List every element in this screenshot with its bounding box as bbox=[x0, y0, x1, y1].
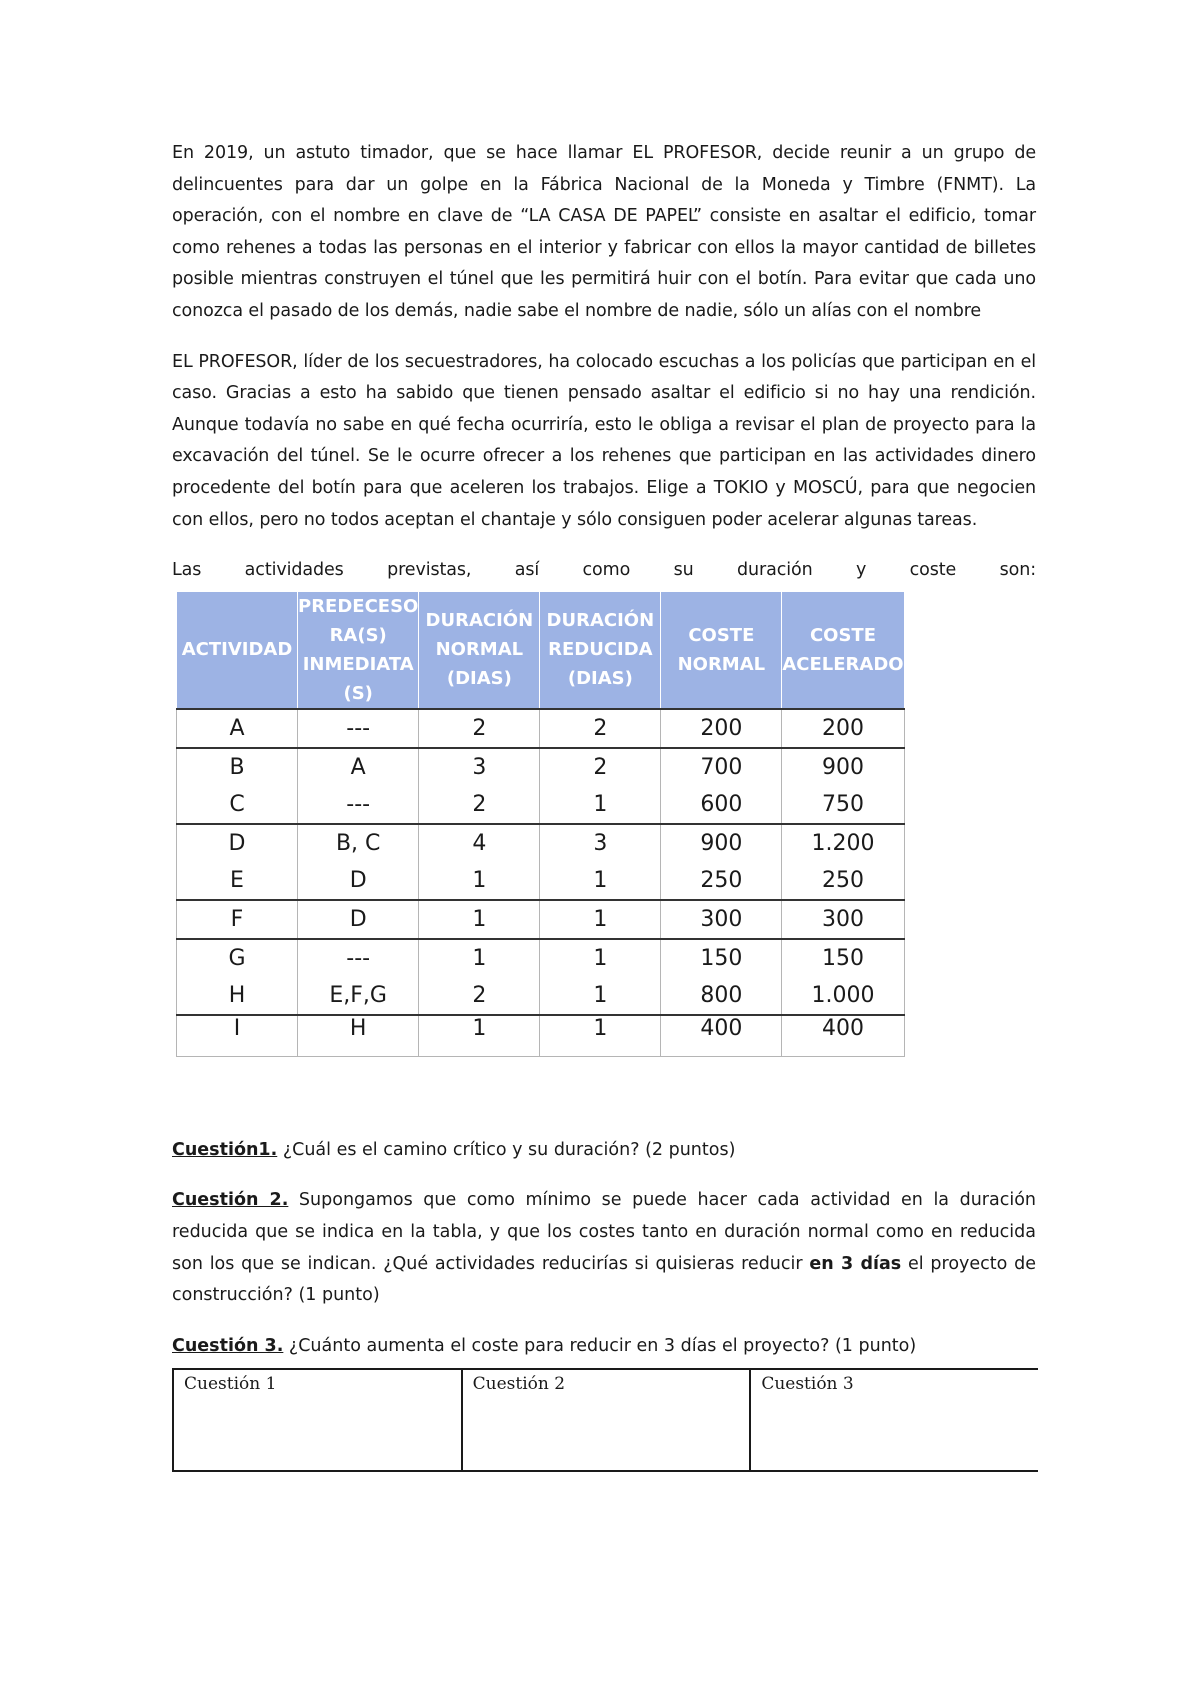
cell-duracion-normal: 4 bbox=[419, 824, 540, 862]
document-page bbox=[172, 138, 1036, 1472]
cell-actividad: G bbox=[177, 939, 298, 977]
answers-table bbox=[172, 1368, 1038, 1472]
cell-actividad: A bbox=[177, 709, 298, 748]
intro-paragraph-2: EL PROFESOR, líder de los secuestradores, ha colocado escuchas a los policías que participan en el caso. Gracias a esto ha sabido que tienen pensado asaltar el edificio si no hay una rendición. Aunque todavía no sabe en qué fecha ocurriría, esto le obliga a revisar el plan de proyecto para la excavación del túnel. Se le ocurre ofrecer a los rehenes que participan en las actividades dinero procedente del botín para que aceleren los trabajos. Elige a TOKIO y MOSCÚ, para que negocien con ellos, pero no todos aceptan el chantaje y sólo consiguen poder acelerar algunas tareas. bbox=[172, 351, 1036, 530]
cell-predecesoras: A bbox=[298, 748, 419, 786]
cell-duracion-reducida: 2 bbox=[540, 709, 661, 748]
table-body bbox=[177, 709, 905, 1057]
cell-predecesoras: --- bbox=[298, 709, 419, 748]
answer-cell-3[interactable] bbox=[750, 1369, 1038, 1471]
cell-coste-acelerado: 400 bbox=[782, 1015, 904, 1057]
cell-duracion-reducida: 1 bbox=[540, 1015, 661, 1057]
question-2-text-a: Supongamos que como mínimo se puede hacer cada actividad en la duración reducida que se indica en la tabla, y que los costes tanto en duración normal como en reducida son los que se indican. ¿Qué actividades reducirías si quisieras reducir bbox=[172, 1190, 1036, 1274]
question-2 bbox=[172, 1185, 1036, 1311]
cell-duracion-normal: 3 bbox=[419, 748, 540, 786]
header-duracion-normal: DURACIÓN NORMAL (DIAS) bbox=[419, 591, 540, 709]
header-coste-acelerado: COSTE ACELERADO bbox=[782, 591, 904, 709]
cell-actividad: I bbox=[177, 1015, 298, 1057]
answers-row bbox=[173, 1369, 1038, 1471]
cell-duracion-reducida: 1 bbox=[540, 977, 661, 1015]
question-3-text: ¿Cuánto aumenta el coste para reducir en 3 días el proyecto? (1 punto) bbox=[283, 1335, 917, 1356]
question-2-bold: en 3 días bbox=[809, 1253, 902, 1274]
answer-cell-1-label: Cuestión 1 bbox=[184, 1374, 277, 1395]
cell-coste-normal: 700 bbox=[661, 748, 782, 786]
cell-duracion-reducida: 2 bbox=[540, 748, 661, 786]
cell-duracion-normal: 1 bbox=[419, 862, 540, 900]
answer-cell-2-label: Cuestión 2 bbox=[472, 1374, 566, 1395]
cell-duracion-reducida: 3 bbox=[540, 824, 661, 862]
question-3-label: Cuestión 3. bbox=[172, 1335, 284, 1356]
question-1-text: ¿Cuál es el camino crítico y su duración? (2 puntos) bbox=[277, 1139, 736, 1160]
cell-predecesoras: B, C bbox=[298, 824, 419, 862]
table-row bbox=[177, 1015, 905, 1057]
cell-coste-normal: 300 bbox=[661, 900, 782, 939]
question-2-label: Cuestión 2. bbox=[172, 1190, 289, 1211]
cell-coste-acelerado: 900 bbox=[782, 748, 904, 786]
cell-duracion-reducida: 1 bbox=[540, 862, 661, 900]
header-duracion-reducida: DURACIÓN REDUCIDA (DIAS) bbox=[540, 591, 661, 709]
question-2-text-b: el proyecto de construcción? (1 punto) bbox=[172, 1253, 1036, 1306]
cell-duracion-normal: 2 bbox=[419, 977, 540, 1015]
table-row bbox=[177, 824, 905, 862]
cell-actividad: H bbox=[177, 977, 298, 1015]
table-row bbox=[177, 977, 905, 1015]
cell-coste-normal: 200 bbox=[661, 709, 782, 748]
cell-duracion-normal: 2 bbox=[419, 786, 540, 824]
table-row bbox=[177, 748, 905, 786]
cell-predecesoras: E,F,G bbox=[298, 977, 419, 1015]
table-row bbox=[177, 786, 905, 824]
cell-actividad: C bbox=[177, 786, 298, 824]
cell-actividad: E bbox=[177, 862, 298, 900]
header-actividad: ACTIVIDAD bbox=[177, 591, 298, 709]
cell-actividad: F bbox=[177, 900, 298, 939]
cell-predecesoras: H bbox=[298, 1015, 419, 1057]
table-row bbox=[177, 862, 905, 900]
header-predecesoras: PREDECESO RA(S) INMEDIATA (S) bbox=[298, 591, 419, 709]
cell-predecesoras: --- bbox=[298, 939, 419, 977]
cell-coste-normal: 250 bbox=[661, 862, 782, 900]
cell-duracion-reducida: 1 bbox=[540, 900, 661, 939]
cell-predecesoras: --- bbox=[298, 786, 419, 824]
cell-coste-normal: 800 bbox=[661, 977, 782, 1015]
cell-coste-acelerado: 250 bbox=[782, 862, 904, 900]
cell-coste-normal: 900 bbox=[661, 824, 782, 862]
cell-duracion-normal: 1 bbox=[419, 1015, 540, 1057]
cell-predecesoras: D bbox=[298, 862, 419, 900]
cell-duracion-normal: 1 bbox=[419, 939, 540, 977]
cell-coste-acelerado: 150 bbox=[782, 939, 904, 977]
table-row bbox=[177, 709, 905, 748]
intro-paragraph-1: En 2019, un astuto timador, que se hace llamar EL PROFESOR, decide reunir a un grupo de delincuentes para dar un golpe en la Fábrica Nacional de la Moneda y Timbre (FNMT). La operación, con el nombre en clave de “LA CASA DE PAPEL” consiste en asaltar el edificio, tomar como rehenes a todas las personas en el interior y fabricar con ellos la mayor cantidad de billetes posible mientras construyen el túnel que les permitirá huir con el botín. Para evitar que cada uno conozca el pasado de los demás, nadie sabe el nombre de nadie, sólo un alías con el nombre bbox=[172, 143, 1036, 321]
answer-cell-2[interactable] bbox=[462, 1369, 751, 1471]
answer-cell-3-label: Cuestión 3 bbox=[761, 1374, 854, 1395]
cell-actividad: B bbox=[177, 748, 298, 786]
cell-coste-acelerado: 750 bbox=[782, 786, 904, 824]
cell-coste-normal: 150 bbox=[661, 939, 782, 977]
cell-coste-acelerado: 300 bbox=[782, 900, 904, 939]
answer-cell-1[interactable] bbox=[173, 1369, 462, 1471]
table-row bbox=[177, 939, 905, 977]
question-1-label: Cuestión1. bbox=[172, 1139, 278, 1160]
cell-predecesoras: D bbox=[298, 900, 419, 939]
header-coste-normal: COSTE NORMAL bbox=[661, 591, 782, 709]
question-3 bbox=[172, 1331, 1036, 1363]
question-1 bbox=[172, 1135, 1036, 1167]
cell-duracion-normal: 2 bbox=[419, 709, 540, 748]
cell-actividad: D bbox=[177, 824, 298, 862]
cell-duracion-reducida: 1 bbox=[540, 786, 661, 824]
cell-coste-acelerado: 200 bbox=[782, 709, 904, 748]
table-header-row bbox=[177, 591, 905, 709]
intro-paragraph-3: Las actividades previstas, así como su duración y coste son: bbox=[172, 560, 1036, 581]
cell-coste-acelerado: 1.000 bbox=[782, 977, 904, 1015]
cell-duracion-reducida: 1 bbox=[540, 939, 661, 977]
cell-duracion-normal: 1 bbox=[419, 900, 540, 939]
cell-coste-normal: 400 bbox=[661, 1015, 782, 1057]
cell-coste-acelerado: 1.200 bbox=[782, 824, 904, 862]
cell-coste-normal: 600 bbox=[661, 786, 782, 824]
activities-table bbox=[176, 591, 905, 1057]
table-row bbox=[177, 900, 905, 939]
